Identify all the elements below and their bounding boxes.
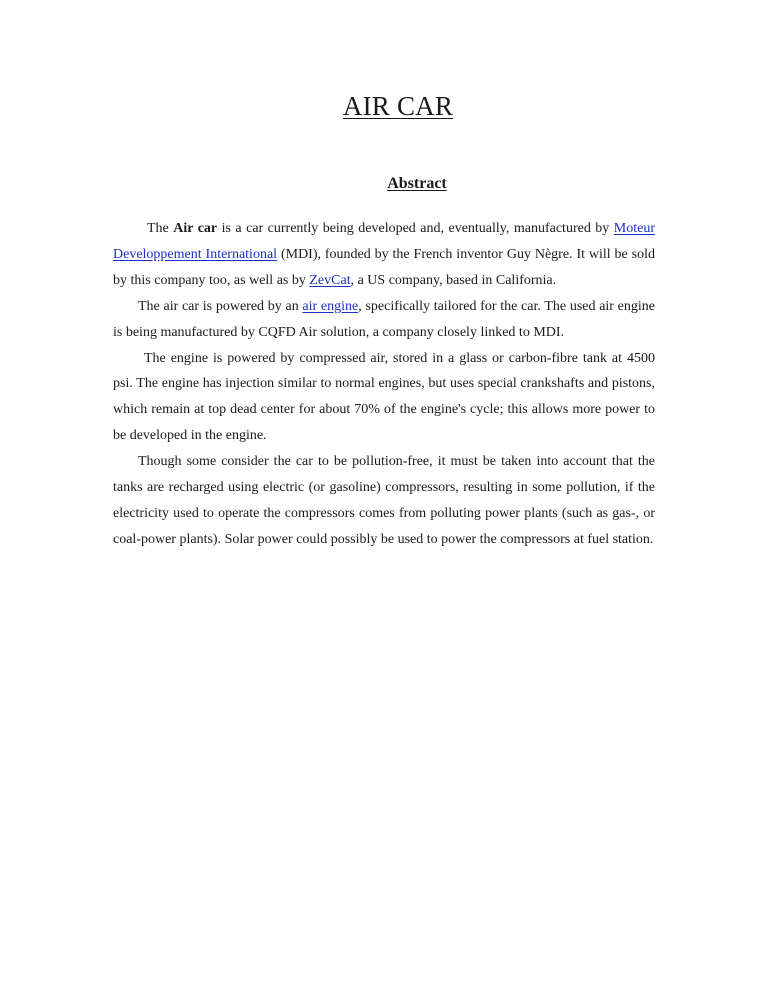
paragraph-text: is a car currently being developed and, eventually, manufactured by <box>217 221 614 236</box>
link-moteur-developpement-international[interactable]: Moteur Developpement International <box>113 221 656 262</box>
paragraph-text: The air car is powered by an <box>138 298 303 314</box>
paragraph-air-engine <box>113 294 655 346</box>
paragraph-pollution: Though some consider the car to be pollution-free, it must be taken into account that the tanks are recharged using electric (or gasoline) compressors, resulting in some pollution, if the electricity used to operate the compressors comes from polluting power plants (such as gas-, or coal-power plants). Solar power could possibly be used to power the compressors at fuel station. <box>113 454 655 547</box>
paragraph-text: (MDI), founded by the French inventor Guy Nègre. It will be sold by this company too, as well as by <box>113 246 655 288</box>
paragraph-text: , specifically tailored for the car. The used air engine is being manufactured by CQFD Air solution, a company closely linked to MDI. <box>113 298 655 340</box>
abstract-body <box>113 216 655 553</box>
document-title: AIR CAR <box>342 91 454 121</box>
link-zevcat[interactable]: ZevCat <box>309 272 351 288</box>
link-air-engine[interactable]: air engine <box>302 298 359 314</box>
abstract-heading: Abstract <box>387 175 447 192</box>
paragraph-text: The <box>147 221 174 236</box>
paragraph-text: , a US company, based in California. <box>350 272 557 288</box>
paragraph-compressed-air: The engine is powered by compressed air, stored in a glass or carbon-fibre tank at 4500 psi. The engine has injection similar to normal engines, but uses special crankshafts and pistons, which remain at top dead center for about 70% of the engine's cycle; this allows more power to be developed in the engine. <box>113 350 655 444</box>
paragraph-intro <box>113 216 655 294</box>
bold-term-air-car: Air car <box>173 221 218 236</box>
